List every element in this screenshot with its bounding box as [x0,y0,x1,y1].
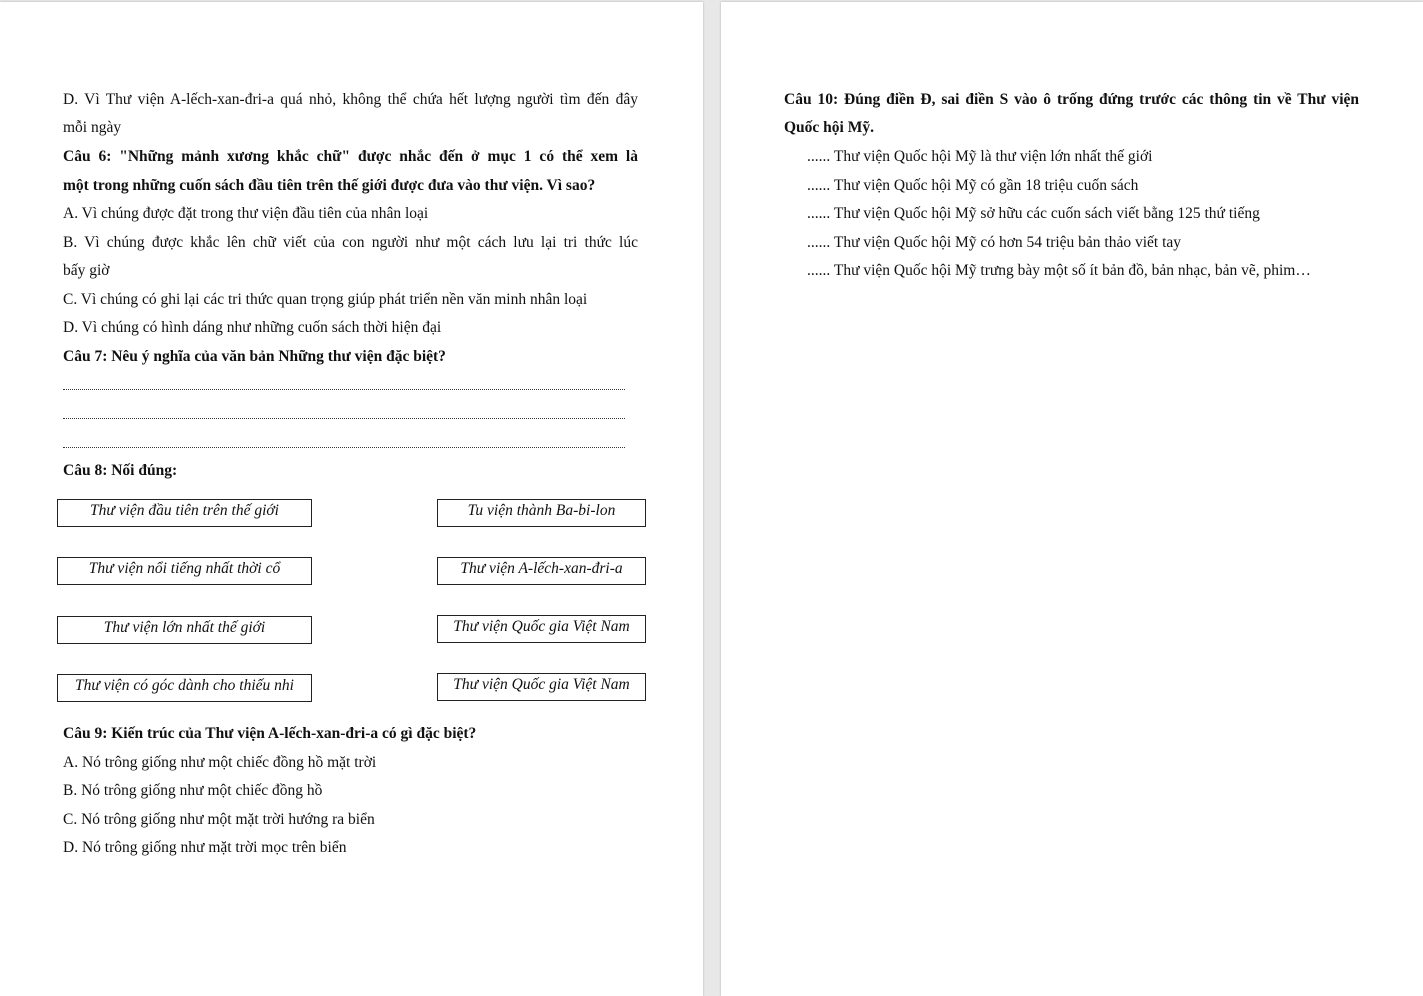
q8-right-item-3: Thư viện Quốc gia Việt Nam [437,615,646,643]
q9-option-b: B. Nó trông giống như một chiếc đồng hồ [63,782,323,799]
answer-dotted-line-3 [63,447,625,448]
q8-question: Câu 8: Nối đúng: [63,462,178,479]
q6-option-b-line1: B. Vì chúng được khắc lên chữ viết của con người như một cách lưu lại tri thức lúc [63,234,638,251]
q9-question: Câu 9: Kiến trúc của Thư viện A-lếch-xan-đri-a có gì đặc biệt? [63,725,477,742]
q6-question-line1: Câu 6: "Những mảnh xương khắc chữ" được nhắc đến ở mục 1 có thể xem là [63,148,638,165]
q8-left-item-2: Thư viện nổi tiếng nhất thời cổ [57,557,312,585]
q6-option-a: A. Vì chúng được đặt trong thư viện đầu tiên của nhân loại [63,205,429,222]
q5-option-d-line1: D. Vì Thư viện A-lếch-xan-đri-a quá nhỏ, không thể chứa hết lượng người tìm đến đây [63,91,638,108]
q6-option-b-line2: bấy giờ [63,262,110,279]
q8-left-item-1: Thư viện đầu tiên trên thế giới [57,499,312,527]
q10-statement-5: ...... Thư viện Quốc hội Mỹ trưng bày một số ít bản đồ, bản nhạc, bản vẽ, phim… [807,262,1311,279]
q10-question-line1: Câu 10: Đúng điền Đ, sai điền S vào ô trống đứng trước các thông tin về Thư viện [784,91,1359,108]
q8-right-item-2: Thư viện A-lếch-xan-đri-a [437,557,646,585]
q6-question-line2: một trong những cuốn sách đầu tiên trên thế giới được đưa vào thư viện. Vì sao? [63,177,596,194]
q6-option-d: D. Vì chúng có hình dáng như những cuốn sách thời hiện đại [63,319,442,336]
q10-question-line2: Quốc hội Mỹ. [784,119,874,136]
q9-option-d: D. Nó trông giống như mặt trời mọc trên biển [63,839,347,856]
q6-option-c: C. Vì chúng có ghi lại các tri thức quan trọng giúp phát triển nền văn minh nhân loại [63,291,588,308]
q8-left-item-4: Thư viện có góc dành cho thiếu nhi [57,674,312,702]
answer-dotted-line-2 [63,418,625,419]
q5-option-d-line2: mỗi ngày [63,119,122,136]
q10-statement-1: ...... Thư viện Quốc hội Mỹ là thư viện lớn nhất thế giới [807,148,1153,165]
q10-statement-3: ...... Thư viện Quốc hội Mỹ sở hữu các cuốn sách viết bằng 125 thứ tiếng [807,205,1260,222]
q7-question: Câu 7: Nêu ý nghĩa của văn bản Những thư viện đặc biệt? [63,348,446,365]
q10-statement-4: ...... Thư viện Quốc hội Mỹ có hơn 54 triệu bản thảo viết tay [807,234,1182,251]
left-page [0,2,703,996]
q8-left-item-3: Thư viện lớn nhất thế giới [57,616,312,644]
q9-option-c: C. Nó trông giống như một mặt trời hướng ra biển [63,811,375,828]
q8-right-item-4: Thư viện Quốc gia Việt Nam [437,673,646,701]
q9-option-a: A. Nó trông giống như một chiếc đồng hồ mặt trời [63,754,377,771]
q10-statement-2: ...... Thư viện Quốc hội Mỹ có gần 18 triệu cuốn sách [807,177,1139,194]
right-page [721,2,1423,996]
q8-right-item-1: Tu viện thành Ba-bi-lon [437,499,646,527]
answer-dotted-line-1 [63,389,625,390]
